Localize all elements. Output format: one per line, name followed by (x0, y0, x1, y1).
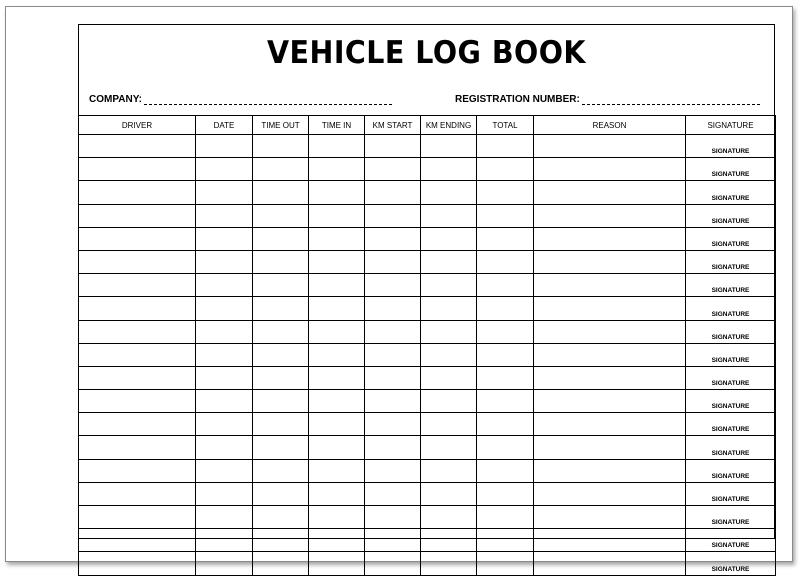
reason-cell[interactable] (534, 158, 686, 181)
reason-cell[interactable] (534, 366, 686, 389)
time-in-cell[interactable] (309, 227, 365, 250)
table-row (79, 204, 776, 227)
table-row (79, 158, 776, 181)
table-header-row (79, 116, 776, 135)
signature-cell[interactable]: SIGNATURE (686, 181, 776, 204)
time-out-cell[interactable] (253, 297, 309, 320)
driver-cell[interactable] (79, 413, 196, 436)
driver-cell[interactable] (79, 459, 196, 482)
km-ending-cell[interactable] (421, 552, 477, 575)
column-header-time-out: TIME OUT (253, 116, 309, 135)
table-row (79, 250, 776, 273)
time-in-cell[interactable] (309, 135, 365, 158)
km-start-cell[interactable] (365, 158, 421, 181)
page-title: VEHICLE LOG BOOK (267, 35, 586, 71)
driver-cell[interactable] (79, 181, 196, 204)
km-start-cell[interactable] (365, 459, 421, 482)
reason-cell[interactable] (534, 297, 686, 320)
date-cell[interactable] (196, 413, 253, 436)
table-row (79, 459, 776, 482)
table-row (79, 390, 776, 413)
reason-cell[interactable] (534, 181, 686, 204)
time-in-cell[interactable] (309, 482, 365, 505)
time-in-cell[interactable] (309, 552, 365, 575)
table-row (79, 366, 776, 389)
km-ending-cell[interactable] (421, 158, 477, 181)
total-cell[interactable] (477, 552, 534, 575)
total-cell[interactable] (477, 181, 534, 204)
table-row (79, 529, 776, 552)
signature-cell[interactable]: SIGNATURE (686, 204, 776, 227)
driver-cell[interactable] (79, 482, 196, 505)
column-header-driver: DRIVER (79, 116, 196, 135)
table-row (79, 274, 776, 297)
km-ending-cell[interactable] (421, 413, 477, 436)
reason-cell[interactable] (534, 459, 686, 482)
registration-number-field[interactable] (455, 94, 760, 105)
time-in-cell[interactable] (309, 343, 365, 366)
reason-cell[interactable] (534, 506, 686, 529)
time-in-cell[interactable] (309, 413, 365, 436)
date-cell[interactable] (196, 482, 253, 505)
date-cell[interactable] (196, 552, 253, 575)
date-cell[interactable] (196, 181, 253, 204)
time-in-cell[interactable] (309, 366, 365, 389)
driver-cell[interactable] (79, 390, 196, 413)
reason-cell[interactable] (534, 320, 686, 343)
km-ending-cell[interactable] (421, 227, 477, 250)
driver-cell[interactable] (79, 227, 196, 250)
km-ending-cell[interactable] (421, 204, 477, 227)
table-row (79, 135, 776, 158)
time-out-cell[interactable] (253, 274, 309, 297)
driver-cell[interactable] (79, 297, 196, 320)
date-cell[interactable] (196, 204, 253, 227)
reason-cell[interactable] (534, 552, 686, 575)
km-start-cell[interactable] (365, 552, 421, 575)
date-cell[interactable] (196, 274, 253, 297)
signature-cell[interactable]: SIGNATURE (686, 343, 776, 366)
time-out-cell[interactable] (253, 413, 309, 436)
time-out-cell[interactable] (253, 436, 309, 459)
reason-cell[interactable] (534, 529, 686, 552)
time-out-cell[interactable] (253, 366, 309, 389)
signature-cell[interactable]: SIGNATURE (686, 482, 776, 505)
signature-cell[interactable]: SIGNATURE (686, 135, 776, 158)
table-row (79, 413, 776, 436)
time-out-cell[interactable] (253, 135, 309, 158)
total-cell[interactable] (477, 436, 534, 459)
signature-cell[interactable]: SIGNATURE (686, 390, 776, 413)
time-out-cell[interactable] (253, 204, 309, 227)
total-cell[interactable] (477, 135, 534, 158)
signature-cell[interactable]: SIGNATURE (686, 459, 776, 482)
reason-cell[interactable] (534, 250, 686, 273)
date-cell[interactable] (196, 459, 253, 482)
km-ending-cell[interactable] (421, 135, 477, 158)
km-ending-cell[interactable] (421, 366, 477, 389)
time-in-cell[interactable] (309, 436, 365, 459)
table-row (79, 320, 776, 343)
reason-cell[interactable] (534, 227, 686, 250)
driver-cell[interactable] (79, 366, 196, 389)
date-cell[interactable] (196, 390, 253, 413)
time-in-cell[interactable] (309, 274, 365, 297)
total-cell[interactable] (477, 158, 534, 181)
date-cell[interactable] (196, 529, 253, 552)
signature-cell[interactable]: SIGNATURE (686, 506, 776, 529)
time-in-cell[interactable] (309, 181, 365, 204)
reason-cell[interactable] (534, 343, 686, 366)
table-row (79, 552, 776, 575)
column-header-time-in: TIME IN (309, 116, 365, 135)
km-start-cell[interactable] (365, 320, 421, 343)
time-in-cell[interactable] (309, 459, 365, 482)
total-cell[interactable] (477, 390, 534, 413)
total-cell[interactable] (477, 274, 534, 297)
signature-cell[interactable]: SIGNATURE (686, 552, 776, 575)
km-start-cell[interactable] (365, 390, 421, 413)
km-start-cell[interactable] (365, 482, 421, 505)
date-cell[interactable] (196, 320, 253, 343)
date-cell[interactable] (196, 250, 253, 273)
date-cell[interactable] (196, 297, 253, 320)
registration-number-blank-line[interactable] (582, 95, 760, 105)
signature-cell[interactable]: SIGNATURE (686, 227, 776, 250)
km-start-cell[interactable] (365, 343, 421, 366)
km-start-cell[interactable] (365, 413, 421, 436)
total-cell[interactable] (477, 297, 534, 320)
km-start-cell[interactable] (365, 506, 421, 529)
column-header-km-start: KM START (365, 116, 421, 135)
time-out-cell[interactable] (253, 529, 309, 552)
signature-cell[interactable]: SIGNATURE (686, 320, 776, 343)
driver-cell[interactable] (79, 274, 196, 297)
date-cell[interactable] (196, 158, 253, 181)
signature-cell[interactable]: SIGNATURE (686, 274, 776, 297)
column-header-km-ending: KM ENDING (421, 116, 477, 135)
driver-cell[interactable] (79, 250, 196, 273)
signature-cell[interactable]: SIGNATURE (686, 158, 776, 181)
reason-cell[interactable] (534, 135, 686, 158)
time-in-cell[interactable] (309, 158, 365, 181)
km-ending-cell[interactable] (421, 506, 477, 529)
company-field[interactable] (89, 94, 392, 105)
company-label: COMPANY: (89, 94, 142, 105)
total-cell[interactable] (477, 250, 534, 273)
driver-cell[interactable] (79, 135, 196, 158)
total-cell[interactable] (477, 204, 534, 227)
total-cell[interactable] (477, 320, 534, 343)
time-in-cell[interactable] (309, 529, 365, 552)
time-in-cell[interactable] (309, 506, 365, 529)
km-ending-cell[interactable] (421, 250, 477, 273)
km-start-cell[interactable] (365, 436, 421, 459)
table-row (79, 436, 776, 459)
total-cell[interactable] (477, 366, 534, 389)
vehicle-log-table (78, 115, 776, 576)
driver-cell[interactable] (79, 204, 196, 227)
reason-cell[interactable] (534, 482, 686, 505)
reason-cell[interactable] (534, 436, 686, 459)
time-out-cell[interactable] (253, 158, 309, 181)
km-ending-cell[interactable] (421, 459, 477, 482)
table-row (79, 297, 776, 320)
time-out-cell[interactable] (253, 506, 309, 529)
km-start-cell[interactable] (365, 297, 421, 320)
driver-cell[interactable] (79, 158, 196, 181)
km-start-cell[interactable] (365, 204, 421, 227)
table-row (79, 343, 776, 366)
km-start-cell[interactable] (365, 274, 421, 297)
time-out-cell[interactable] (253, 320, 309, 343)
km-start-cell[interactable] (365, 227, 421, 250)
km-start-cell[interactable] (365, 181, 421, 204)
time-in-cell[interactable] (309, 390, 365, 413)
date-cell[interactable] (196, 366, 253, 389)
km-start-cell[interactable] (365, 250, 421, 273)
driver-cell[interactable] (79, 320, 196, 343)
time-out-cell[interactable] (253, 181, 309, 204)
km-ending-cell[interactable] (421, 181, 477, 204)
column-header-reason: REASON (534, 116, 686, 135)
time-in-cell[interactable] (309, 320, 365, 343)
registration-number-label: REGISTRATION NUMBER: (455, 94, 580, 105)
time-in-cell[interactable] (309, 250, 365, 273)
date-cell[interactable] (196, 135, 253, 158)
table-body (79, 135, 776, 576)
table-row (79, 181, 776, 204)
driver-cell[interactable] (79, 436, 196, 459)
km-ending-cell[interactable] (421, 343, 477, 366)
km-ending-cell[interactable] (421, 482, 477, 505)
total-cell[interactable] (477, 413, 534, 436)
log-sheet (78, 24, 775, 573)
column-header-signature: SIGNATURE (686, 116, 776, 135)
time-out-cell[interactable] (253, 343, 309, 366)
driver-cell[interactable] (79, 552, 196, 575)
km-start-cell[interactable] (365, 135, 421, 158)
date-cell[interactable] (196, 506, 253, 529)
total-cell[interactable] (477, 343, 534, 366)
time-out-cell[interactable] (253, 227, 309, 250)
driver-cell[interactable] (79, 506, 196, 529)
time-in-cell[interactable] (309, 297, 365, 320)
driver-cell[interactable] (79, 343, 196, 366)
company-blank-line[interactable] (144, 95, 392, 105)
signature-cell[interactable]: SIGNATURE (686, 366, 776, 389)
table-row (79, 506, 776, 529)
date-cell[interactable] (196, 436, 253, 459)
km-ending-cell[interactable] (421, 297, 477, 320)
signature-cell[interactable]: SIGNATURE (686, 297, 776, 320)
time-out-cell[interactable] (253, 250, 309, 273)
total-cell[interactable] (477, 482, 534, 505)
signature-cell[interactable]: SIGNATURE (686, 413, 776, 436)
signature-cell[interactable]: SIGNATURE (686, 250, 776, 273)
time-out-cell[interactable] (253, 390, 309, 413)
driver-cell[interactable] (79, 529, 196, 552)
reason-cell[interactable] (534, 413, 686, 436)
time-in-cell[interactable] (309, 204, 365, 227)
total-cell[interactable] (477, 529, 534, 552)
km-start-cell[interactable] (365, 529, 421, 552)
reason-cell[interactable] (534, 274, 686, 297)
total-cell[interactable] (477, 227, 534, 250)
table-row (79, 482, 776, 505)
km-ending-cell[interactable] (421, 529, 477, 552)
km-ending-cell[interactable] (421, 390, 477, 413)
km-ending-cell[interactable] (421, 320, 477, 343)
km-start-cell[interactable] (365, 366, 421, 389)
time-out-cell[interactable] (253, 459, 309, 482)
date-cell[interactable] (196, 343, 253, 366)
date-cell[interactable] (196, 227, 253, 250)
column-header-total: TOTAL (477, 116, 534, 135)
reason-cell[interactable] (534, 204, 686, 227)
km-ending-cell[interactable] (421, 436, 477, 459)
total-cell[interactable] (477, 506, 534, 529)
time-out-cell[interactable] (253, 552, 309, 575)
km-ending-cell[interactable] (421, 274, 477, 297)
time-out-cell[interactable] (253, 482, 309, 505)
column-header-date: DATE (196, 116, 253, 135)
signature-cell[interactable]: SIGNATURE (686, 529, 776, 552)
reason-cell[interactable] (534, 390, 686, 413)
signature-cell[interactable]: SIGNATURE (686, 436, 776, 459)
table-row (79, 227, 776, 250)
total-cell[interactable] (477, 459, 534, 482)
